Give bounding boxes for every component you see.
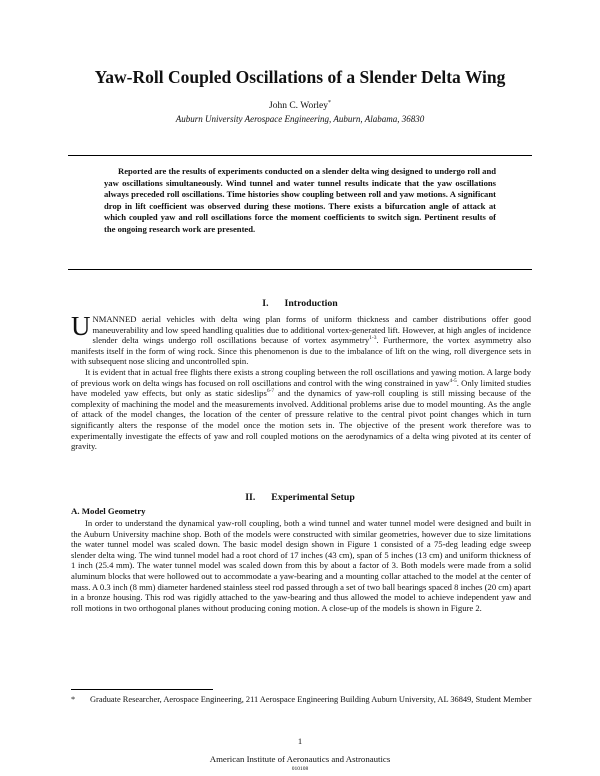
abstract: Reported are the results of experiments conducted on a slender delta wing designed to undergo roll and yaw oscillations simultaneously. Wind tunnel and water tunnel results indicate that the yaw oscillations always preceded roll oscillations. Time histories show coupling between roll and yaw motions. A significant drop in lift coefficient was observed during these motions. There exists a bifurcation angle of attack at which coupled yaw and roll oscillations force the moment coefficients to switch sign. Pertinent results of the ongoing research work are presented.	[104, 166, 496, 234]
author-footnote-mark: *	[327, 99, 331, 106]
abstract-top-rule	[68, 155, 532, 156]
citation: 6-7	[266, 388, 275, 395]
citation: 4-5	[449, 377, 457, 384]
section-title: Introduction	[284, 298, 338, 309]
author-affiliation: Auburn University Aerospace Engineering, Auburn, Alabama, 36830	[175, 114, 425, 124]
author-name: John C. Worley	[269, 101, 328, 111]
drop-cap: U	[71, 311, 91, 341]
page-number: 1	[297, 736, 303, 746]
setup-paragraph-1: In order to understand the dynamical yaw-roll coupling, both a wind tunnel and water tunnel model were designed and built in the Auburn University machine shop. Both of the models were constructed with similar geometries, however due to size limitations the water tunnel model was scaled down. The basic model design shown in Figure 1 consisted of a 75-deg leading edge sweep slender delta wing. The wind tunnel model had a root chord of 17 inches (43 cm), span of 5 inches (13 cm) and uniform thickness of 1 inch (25.4 mm). The water tunnel model was scaled down from this by about a factor of 3. Both models were made from a solid aluminum blocks that were hollowed out to accommodate a yaw-bearing and a mounting collar attached to the model at the center of mass. A 0.3 inch (8 mm) diameter hardened stainless steel rod passed through a set of two ball bearings spaced 8 inches (20 cm) apart in a bronze housing. This rod was rigidly attached to the yaw-bearing and thus allowed the model to achieve independent yaw and roll motions in two orthogonal planes without producing coning motion. A close-up of the models is shown in Figure 2.	[71, 518, 531, 613]
footnote-text: Graduate Researcher, Aerospace Engineering, 211 Aerospace Engineering Building Auburn University, AL 36849, Student Member	[90, 695, 532, 704]
intro-paragraph-1: UNMANNED aerial vehicles with delta wing plan forms of uniform thickness and camber distributions offer good maneuverability and low speed handling qualities due to additional vortex-generated lift. However, at high angles of incidence slender delta wings undergo roll oscillations because of vortex asymmetry$^{1-3}$. Furthermore, the vortex asymmetry also manifests itself in the form of wing rock. Since this phenomenon is due to the imbalance of lift on the wing, roll divergence sets in with subsequent nose slicing and uncontrolled spin.	[71, 311, 531, 367]
section-title: Experimental Setup	[271, 492, 355, 503]
experimental-setup-body	[71, 518, 531, 613]
subsection-heading: A. Model Geometry	[71, 506, 146, 516]
intro-paragraph-2: It is evident that in actual free flights there exists a strong coupling between the roll oscillations and yawing motion. A large body of previous work on delta wings has focused on roll oscillations and control with the wing constrained in yaw$^{4-5}$. Only limited studies have modeled yaw effects, but only as static sideslips$^{6-7}$ and the dynamics of yaw-roll coupling is still missing because of the complexity of machining the model and the measurements involved. Additional problems arise due to model mounting. As the angle of attack of the model changes, the location of the center of pressure relative to the central pivot point changes which in turn significantly alters the response of the model once the motion sets in. The objective of the present work therefore was to experimentally investigate the effects of yaw and roll coupled motions on the aerodynamics of a delta wing pivoted at its center of gravity.	[71, 366, 532, 452]
publisher-footer: American Institute of Aeronautics and Astronautics	[209, 754, 391, 764]
paper-title: Yaw-Roll Coupled Oscillations of a Slender Delta Wing	[94, 67, 506, 87]
footnote-rule	[71, 689, 213, 690]
author-line	[0, 100, 600, 112]
introduction-body	[71, 311, 532, 452]
section-heading-experimental-setup	[0, 492, 600, 504]
footnote-mark: *	[71, 695, 76, 704]
citation: 1-3	[369, 335, 377, 342]
section-number: II.	[245, 492, 256, 503]
abstract-bottom-rule	[68, 269, 532, 270]
paper-code: 010108	[291, 766, 309, 772]
section-heading-introduction	[0, 298, 600, 310]
footnote	[71, 695, 541, 706]
section-number: I.	[262, 298, 269, 309]
